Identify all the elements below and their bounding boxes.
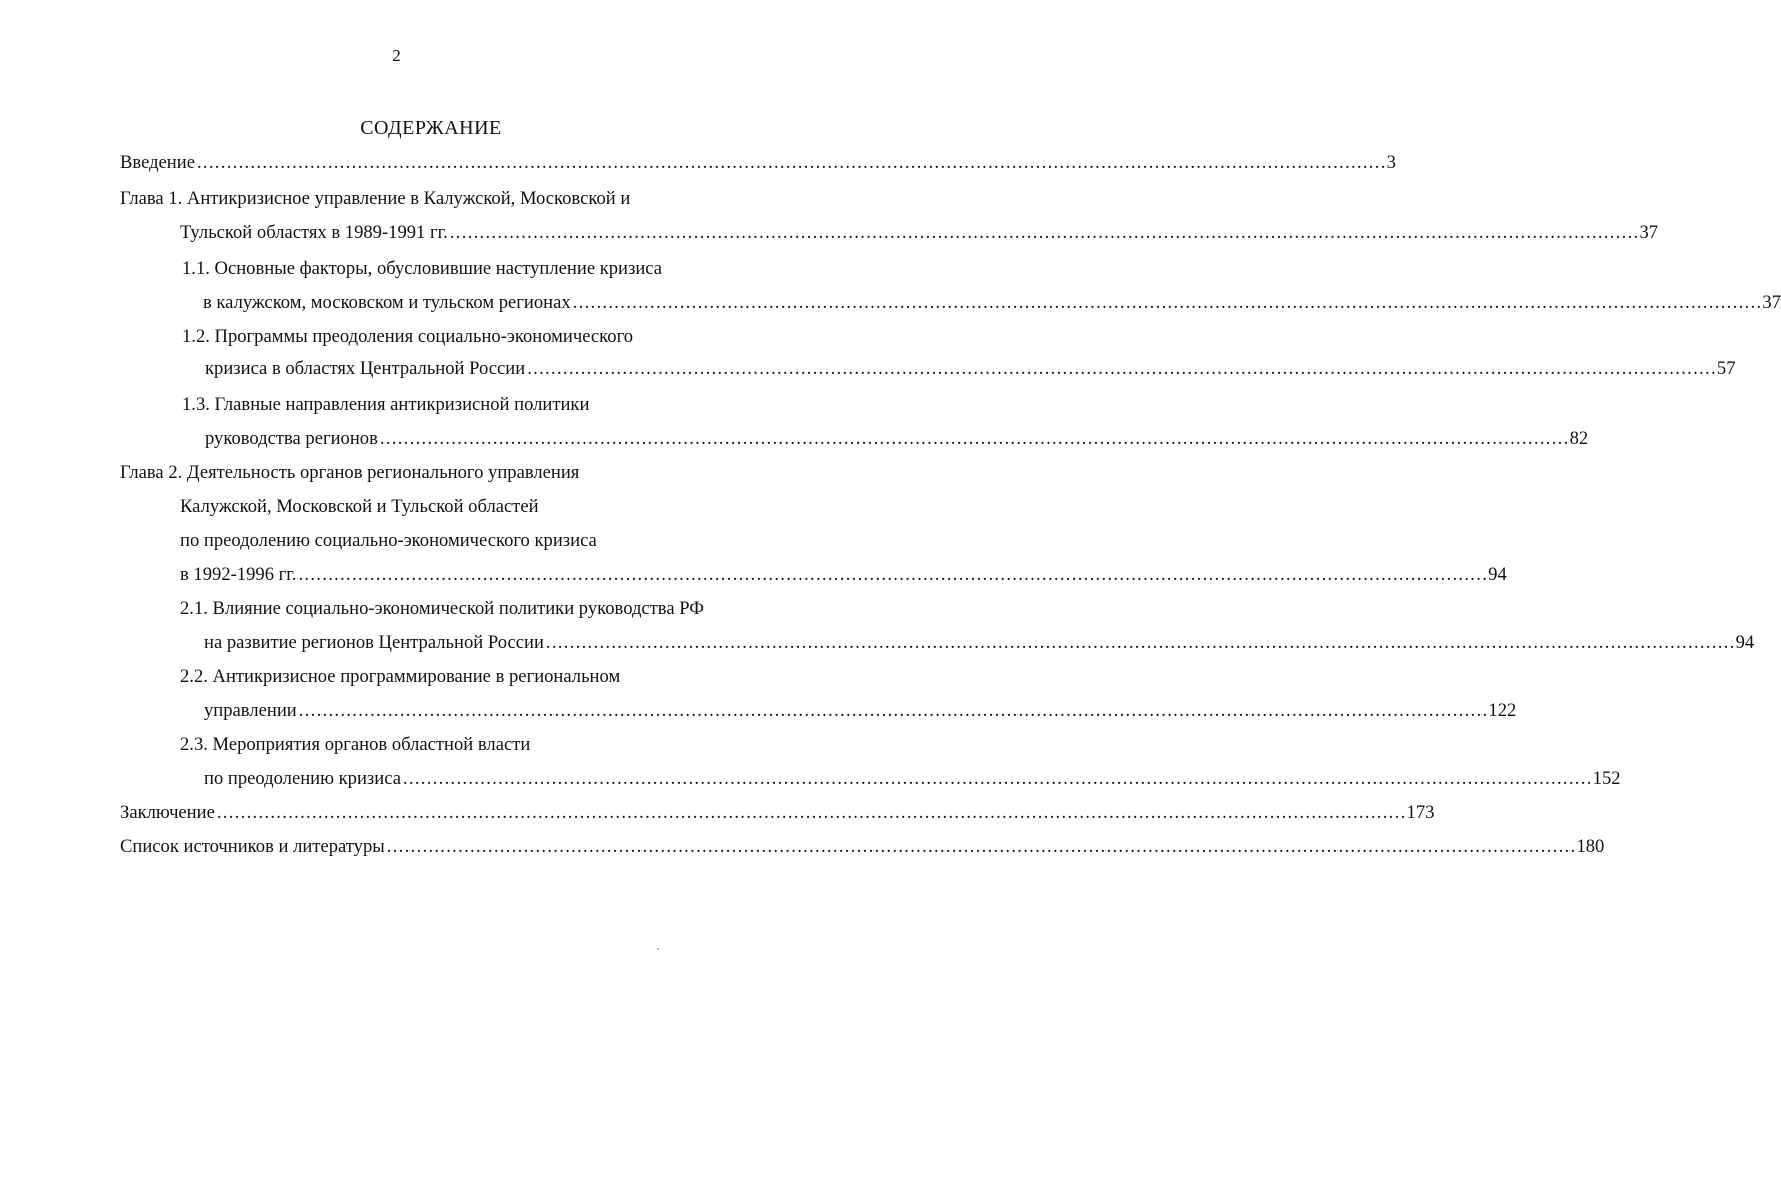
dot-leader: ........................................................................................................................................................................................................ — [402, 768, 1593, 789]
scan-speck — [657, 948, 659, 950]
toc-entry-title: в калужском, московском и тульском регионах — [203, 292, 571, 313]
toc-page-number: 57 — [1716, 358, 1736, 379]
toc-entry-chapter-2[interactable] — [180, 560, 1507, 590]
toc-entry-section-2-2[interactable] — [204, 696, 1517, 726]
toc-entry-section-1-1[interactable] — [203, 288, 1781, 318]
toc-section-1-2-title[interactable]: 1.2. Программы преодоления социально-экономического — [182, 326, 634, 347]
toc-entry-title: на развитие регионов Центральной России — [204, 632, 544, 653]
toc-page-number: 173 — [1406, 802, 1435, 823]
toc-page-number: 3 — [1386, 152, 1396, 173]
toc-section-2-1-title[interactable]: 2.1. Влияние социально-экономической политики руководства РФ — [180, 598, 704, 619]
toc-entry-title: управлении — [204, 700, 297, 721]
page-title: СОДЕРЖАНИЕ — [360, 117, 502, 139]
toc-page-number: 82 — [1569, 428, 1589, 449]
toc-entry-chapter-1[interactable] — [180, 218, 1659, 248]
dot-leader: ........................................................................................................................................................................................................ — [572, 292, 1763, 313]
dot-leader: ........................................................................................................................................................................................................ — [527, 358, 1717, 379]
dot-leader: ........................................................................................................................................................................................................ — [196, 152, 1387, 173]
toc-chapter-1-title[interactable]: Глава 1. Антикризисное управление в Калужской, Московской и — [120, 188, 631, 209]
dot-leader: ........................................................................................................................................................................................................ — [298, 564, 1489, 585]
toc-page-number: 122 — [1488, 700, 1517, 721]
toc-entry-intro[interactable] — [120, 148, 1396, 178]
dot-leader: ........................................................................................................................................................................................................ — [379, 428, 1570, 449]
toc-section-2-2-title[interactable]: 2.2. Антикризисное программирование в региональном — [180, 666, 621, 687]
toc-entry-title: по преодолению кризиса — [204, 768, 401, 789]
toc-page-number: 94 — [1735, 632, 1755, 653]
toc-page-number: 37 — [1639, 222, 1659, 243]
toc-entry-conclusion[interactable] — [120, 798, 1435, 828]
toc-entry-title: Список источников и литературы — [120, 836, 385, 857]
toc-page-number: 152 — [1592, 768, 1621, 789]
dot-leader: ........................................................................................................................................................................................................ — [216, 802, 1407, 823]
toc-chapter-2-title-cont: по преодолению социально-экономического кризиса — [180, 530, 597, 551]
toc-entry-title: Заключение — [120, 802, 215, 823]
toc-entry-title: Тульской областях в 1989-1991 гг. — [180, 222, 448, 243]
toc-section-1-3-title[interactable]: 1.3. Главные направления антикризисной политики — [182, 394, 590, 415]
toc-page-number: 94 — [1488, 564, 1507, 585]
toc-entry-title: в 1992-1996 гг. — [180, 564, 297, 585]
toc-chapter-2-title-cont: Калужской, Московской и Тульской областей — [180, 496, 539, 517]
toc-section-1-1-title[interactable]: 1.1. Основные факторы, обусловившие наступление кризиса — [182, 258, 663, 279]
toc-entry-title: руководства регионов — [205, 428, 378, 449]
toc-entry-title: Введение — [120, 152, 195, 173]
toc-chapter-2-title[interactable]: Глава 2. Деятельность органов регионального управления — [120, 462, 580, 483]
toc-entry-sources[interactable] — [120, 832, 1605, 862]
dot-leader: ........................................................................................................................................................................................................ — [386, 836, 1577, 857]
page-number: 2 — [392, 46, 401, 65]
toc-entry-section-2-1[interactable] — [204, 628, 1755, 658]
toc-page-number: 37 — [1762, 292, 1781, 313]
toc-page-number: 180 — [1576, 836, 1605, 857]
toc-entry-section-2-3[interactable] — [204, 764, 1621, 794]
dot-leader: ........................................................................................................................................................................................................ — [298, 700, 1489, 721]
dot-leader: ........................................................................................................................................................................................................ — [449, 222, 1640, 243]
toc-entry-section-1-3[interactable] — [205, 424, 1589, 454]
dot-leader: ........................................................................................................................................................................................................ — [545, 632, 1736, 653]
toc-entry-section-1-2[interactable] — [205, 354, 1736, 384]
toc-section-2-3-title[interactable]: 2.3. Мероприятия органов областной власти — [180, 734, 531, 755]
toc-entry-title: кризиса в областях Центральной России — [205, 358, 526, 379]
